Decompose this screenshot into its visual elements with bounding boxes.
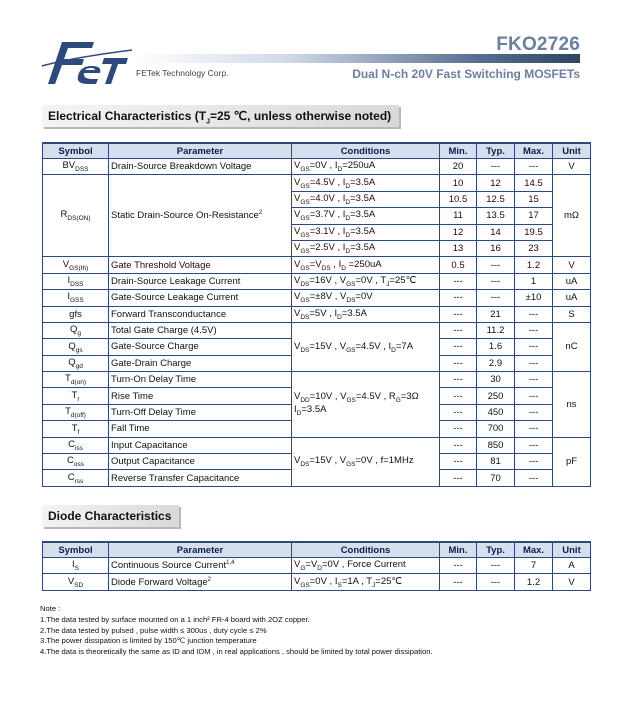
table-row: $I_{DSS}$ Drain-Source Leakage Current $V_{DS}=16V$ , $V_{GS}=0V$ , $T_J=25℃$ --- --- 1 uA [43, 273, 591, 289]
table-row: $Q_{gd}$ Gate-Drain Charge --- 2.9 --- [43, 355, 591, 371]
table-header-row: Symbol Parameter Conditions Min. Typ. Max. Unit [43, 143, 591, 159]
table-row: $R_{DS(ON)}$ Static Drain-Source On-Resistance$^2$ $V_{GS}=4.5V$ , $I_D=3.5A$ 10 12 14.5 mΩ [43, 175, 591, 191]
table-row: $C_{iss}$ Input Capacitance $V_{DS}=15V$ , $V_{GS}=0V$ , f=1MHz --- 850 --- pF [43, 437, 591, 453]
note-3: 3.The power dissipation is limited by 150℃ junction temperature [40, 636, 257, 646]
note-2: 2.The data tested by pulsed , pulse width ≤ 300us , duty cycle ≤ 2% [40, 625, 267, 635]
table-row: $Q_{gs}$ Gate-Source Charge --- 1.6 --- [43, 339, 591, 355]
table-row: $V_{GS}=2.5V$ , $I_D=3.5A$ 13 16 23 [43, 240, 591, 256]
notes [40, 604, 433, 658]
electrical-characteristics-table [42, 142, 591, 487]
table-row: $T_r$ Rise Time --- 250 --- [43, 388, 591, 404]
table-row: $Q_g$ Total Gate Charge (4.5V) $V_{DS}=15V$ , $V_{GS}=4.5V$ , $I_D=7A$ --- 11.2 --- nC [43, 322, 591, 338]
table-row: $C_{rss}$ Reverse Transfer Capacitance --- 70 --- [43, 470, 591, 486]
table-row: $T_{d(off)}$ Turn-Off Delay Time --- 450 --- [43, 404, 591, 420]
note-4: 4.The data is theoretically the same as ID and IDM , in real applications , should be limited by total power dissipation. [40, 647, 433, 657]
table-row: $I_S$ Continuous Source Current$^{1,4}$ $V_G=V_D=0V$ , Force Current --- --- 7 A [43, 558, 591, 574]
fetek-logo [40, 36, 135, 88]
table-row: gfs Forward Transconductance $V_{DS}=5V$ , $I_D=3.5A$ --- 21 --- S [43, 306, 591, 322]
document-subtitle: Dual N-ch 20V Fast Switching MOSFETs [352, 67, 580, 81]
table-row: $I_{GSS}$ Gate-Source Leakage Current $V_{GS}=\pm 8V$ , $V_{DS}=0V$ --- --- ±10 uA [43, 290, 591, 306]
table-row: $T_{d(on)}$ Turn-On Delay Time $V_{DD}=10V$ , $V_{GS}=4.5V$ , $R_G=3\Omega$ $I_D=3.5A$ --- 30 --- ns [43, 372, 591, 388]
table-row: $BV_{DSS}$ Drain-Source Breakdown Voltage $V_{GS}=0V$ , $I_D=250uA$ 20 --- --- V [43, 159, 591, 175]
table-row: $V_{GS}=3.1V$ , $I_D=3.5A$ 12 14 19.5 [43, 224, 591, 240]
notes-title: Note : [40, 604, 61, 613]
table-row: $C_{oss}$ Output Capacitance --- 81 --- [43, 454, 591, 470]
electrical-characteristics-title: Electrical Characteristics ($T_J=25$ ℃, unless otherwise noted) [42, 105, 399, 127]
table-row: $V_{GS(th)}$ Gate Threshold Voltage $V_{GS}=V_{DS}$ , $I_D =250uA$ 0.5 --- 1.2 V [43, 257, 591, 273]
diode-characteristics-table [42, 541, 591, 591]
note-1: 1.The data tested by surface mounted on a 1 inch² FR-4 board with 2OZ copper. [40, 614, 310, 624]
part-number: FKO2726 [496, 34, 580, 55]
diode-characteristics-title: Diode Characteristics [42, 505, 179, 527]
table-row: $V_{SD}$ Diode Forward Voltage$^2$ $V_{GS}=0V$ , $I_S=1A$ , $T_J=25℃$ --- --- 1.2 V [43, 574, 591, 590]
table-row: $T_f$ Fall Time --- 700 --- [43, 421, 591, 437]
table-header-row: Symbol Parameter Conditions Min. Typ. Max. Unit [43, 542, 591, 558]
company-name: FETek Technology Corp. [136, 68, 229, 78]
table-row: $V_{GS}=3.7V$ , $I_D=3.5A$ 11 13.5 17 [43, 208, 591, 224]
table-row: $V_{GS}=4.0V$ , $I_D=3.5A$ 10.5 12.5 15 [43, 191, 591, 207]
